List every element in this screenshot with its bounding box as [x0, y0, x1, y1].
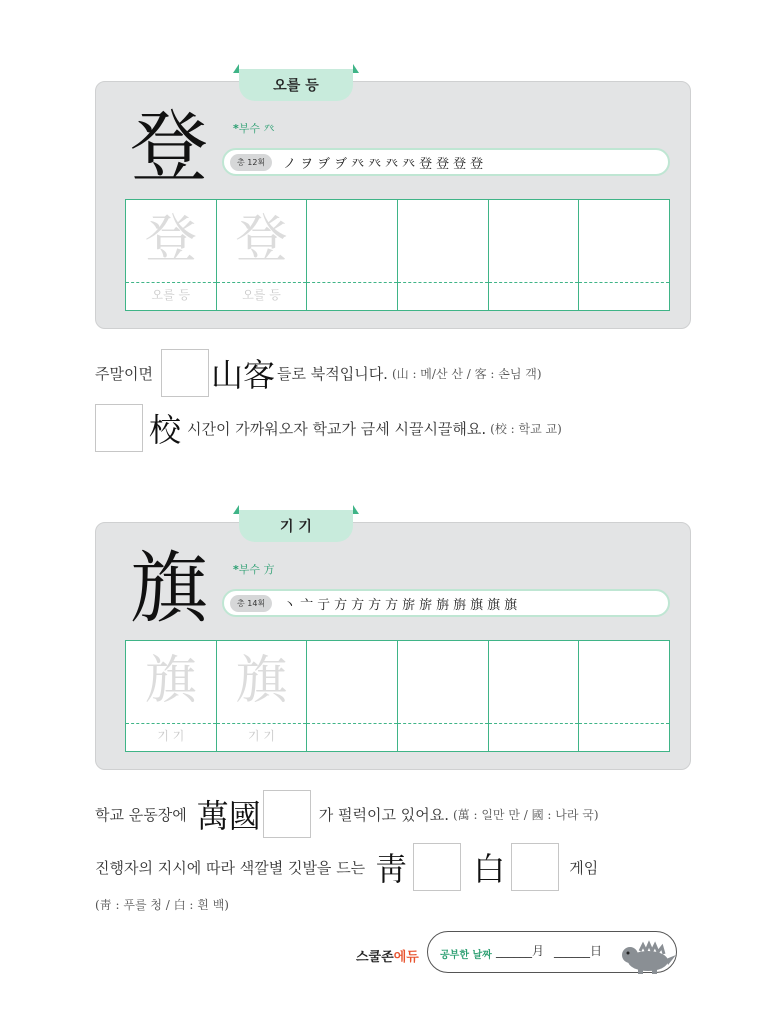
stroke-step: 癶 [385, 156, 399, 172]
stroke-sequence [282, 153, 484, 172]
logo-sub: 에듀 [393, 950, 419, 965]
stroke-step: 旂 [402, 597, 416, 613]
hanja-note: (校 : 학교 교) [490, 421, 562, 436]
answer-box[interactable] [413, 843, 461, 891]
stroke-step: 旂 [419, 597, 433, 613]
writing-grid [125, 199, 670, 311]
trace-cell[interactable] [126, 641, 217, 751]
sentence-prefix: 주말이면 [95, 364, 153, 383]
month-field[interactable]: ______月 [496, 944, 545, 958]
stroke-step: 方 [351, 597, 365, 613]
sentence-prefix: 학교 운동장에 [95, 805, 187, 824]
stroke-step: 旃 [453, 597, 467, 613]
trace-label: 오를 등 [242, 288, 281, 302]
trace-cell[interactable] [217, 641, 308, 751]
stroke-step: 旗 [487, 597, 501, 613]
publisher-logo [356, 946, 419, 965]
trace-char: 旗 [144, 651, 197, 711]
stroke-step: 方 [385, 597, 399, 613]
stroke-step: 登 [453, 156, 467, 172]
writing-cell[interactable] [579, 641, 669, 751]
sentence-prefix: 진행자의 지시에 따라 색깔별 깃발을 드는 [95, 858, 366, 877]
writing-cell[interactable] [398, 641, 489, 751]
radical-char: 方 [263, 563, 275, 576]
trace-label: 기 기 [157, 729, 185, 743]
main-hanja: 登 [130, 103, 209, 193]
writing-cell[interactable] [489, 641, 580, 751]
stroke-count-badge: 총 14획 [230, 595, 272, 612]
sentence-hanja: 校 [149, 411, 182, 449]
sentence-hanja-1: 靑 [375, 850, 408, 888]
stroke-step: 癶 [402, 156, 416, 172]
sentence-suffix: 시간이 가까워오자 학교가 금세 시끌시끌해요. [187, 419, 487, 438]
stroke-step: 旃 [436, 597, 450, 613]
stroke-count-badge: 총 12획 [230, 154, 272, 171]
radical-label: 부수 [238, 122, 261, 135]
day-label: 日 [590, 944, 603, 958]
char-meaning-tab: 기 기 [239, 510, 353, 542]
writing-cell[interactable] [579, 200, 669, 310]
stroke-step: 登 [419, 156, 433, 172]
sentence-hanja: 山客 [210, 356, 275, 394]
writing-cell[interactable] [489, 200, 580, 310]
stroke-step: 方 [334, 597, 348, 613]
stroke-step: 登 [470, 156, 484, 172]
writing-cell[interactable] [307, 200, 398, 310]
example-sentence-1 [95, 349, 542, 397]
stroke-step: 登 [436, 156, 450, 172]
trace-char: 登 [144, 210, 197, 270]
stroke-order-bar [222, 589, 670, 617]
hanja-note: (萬 : 일만 만 / 國 : 나라 국) [452, 807, 599, 822]
trace-label: 오를 등 [151, 288, 191, 302]
stroke-step: ヲ [300, 156, 314, 172]
answer-box[interactable] [263, 790, 311, 838]
day-field[interactable]: ______日 [554, 944, 603, 958]
stroke-step: 亠 [300, 597, 314, 613]
char-meaning-tab: 오를 등 [239, 69, 353, 101]
main-hanja: 旗 [130, 544, 209, 634]
sentence-suffix: 가 펄럭이고 있어요. [318, 805, 449, 824]
practice-panel-gi [95, 519, 691, 770]
stroke-sequence [282, 594, 518, 613]
month-label: 月 [532, 944, 545, 958]
stroke-step: 旗 [504, 597, 518, 613]
writing-cell[interactable] [398, 200, 489, 310]
stroke-step: 亍 [317, 597, 331, 613]
stroke-step: ヺ [317, 156, 331, 172]
radical-char: 癶 [263, 122, 275, 135]
answer-box[interactable] [161, 349, 209, 397]
sentence-hanja: 萬國 [196, 797, 261, 835]
example-sentence-2 [95, 404, 562, 452]
trace-cell[interactable] [217, 200, 308, 310]
sentence-suffix: 들로 북적입니다. [276, 364, 388, 383]
stroke-order-bar [222, 148, 670, 176]
radical-info: *부수 方 [233, 563, 275, 576]
stroke-step: 方 [368, 597, 382, 613]
trace-cell[interactable] [126, 200, 217, 310]
hanja-note: (山 : 메/산 산 / 客 : 손님 객) [391, 366, 542, 381]
stroke-step: 癶 [368, 156, 382, 172]
logo-main: 스쿨존 [356, 950, 394, 965]
stroke-step: 癶 [351, 156, 365, 172]
example-sentence-4 [95, 843, 598, 891]
sentence-suffix: 게임 [569, 858, 599, 877]
sentence-hanja-2: 白 [473, 850, 506, 888]
stroke-step: 丶 [283, 597, 297, 613]
radical-label: 부수 [238, 563, 261, 576]
date-label: 공부한 날짜 [440, 950, 492, 961]
dinosaur-mascot-icon [618, 935, 678, 975]
stroke-step: 旗 [470, 597, 484, 613]
answer-box[interactable] [95, 404, 143, 452]
radical-info: *부수 癶 [233, 122, 275, 135]
hanja-note: (靑 : 푸를 청 / 白 : 흰 백) [95, 898, 229, 912]
practice-panel-deung [95, 78, 691, 329]
trace-label: 기 기 [248, 729, 275, 743]
stroke-step: ノ [283, 156, 297, 172]
writing-grid [125, 640, 670, 752]
stroke-step: ヺ [334, 156, 348, 172]
writing-cell[interactable] [307, 641, 398, 751]
trace-char: 旗 [235, 651, 288, 711]
trace-char: 登 [235, 210, 288, 270]
answer-box[interactable] [511, 843, 559, 891]
example-sentence-3 [95, 790, 599, 838]
